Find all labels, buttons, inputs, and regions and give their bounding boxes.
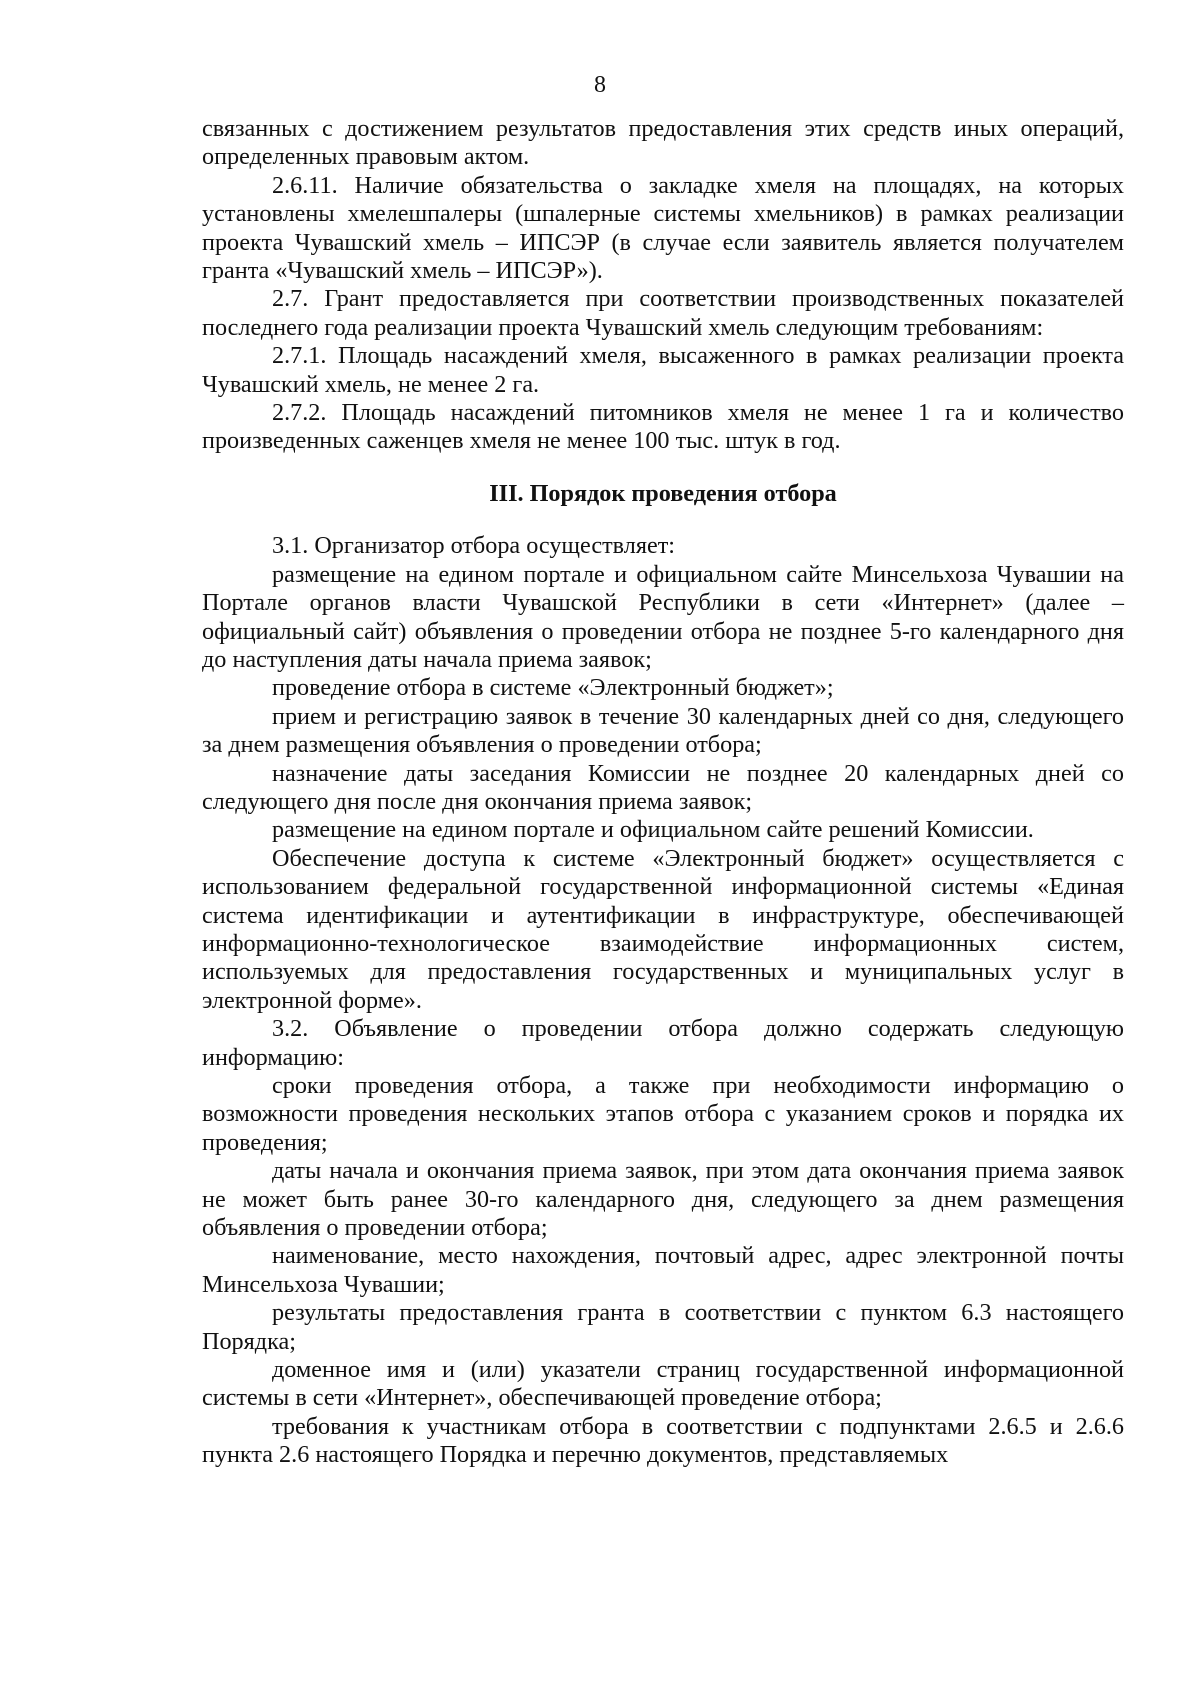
spacer <box>202 508 1124 532</box>
paragraph: 2.7. Грант предоставляется при соответствии производственных показателей последнего года реализации проекта Чувашский хмель следующим требованиям: <box>202 285 1124 341</box>
document-body <box>202 115 1124 1470</box>
paragraph: 2.6.11. Наличие обязательства о закладке хмеля на площадях, на которых установлены хмелешпалеры (шпалерные системы хмельников) в рамках реализации проекта Чувашский хмель – ИПСЭР (в случае если заявитель является получателем гранта «Чувашский хмель – ИПСЭР»). <box>202 171 1124 285</box>
paragraph: даты начала и окончания приема заявок, при этом дата окончания приема заявок не может быть ранее 30-го календарного дня, следующего за днем размещения объявления о проведении отбора; <box>202 1157 1124 1242</box>
paragraph: проведение отбора в системе «Электронный бюджет»; <box>272 674 834 702</box>
paragraph: результаты предоставления гранта в соответствии с пунктом 6.3 настоящего Порядка; <box>202 1299 1124 1355</box>
paragraph: наименование, место нахождения, почтовый адрес, адрес электронной почты Минсельхоза Чувашии; <box>202 1242 1124 1298</box>
page-number: 8 <box>594 72 606 98</box>
paragraph: размещение на едином портале и официальном сайте решений Комиссии. <box>272 816 1034 844</box>
paragraph: 2.7.1. Площадь насаждений хмеля, высаженного в рамках реализации проекта Чувашский хмель, не менее 2 га. <box>202 342 1124 398</box>
section-heading: III. Порядок проведения отбора <box>489 479 837 507</box>
paragraph: доменное имя и (или) указатели страниц государственной информационной системы в сети «Интернет», обеспечивающей проведение отбора; <box>202 1356 1124 1412</box>
spacer <box>202 456 1124 480</box>
paragraph: требования к участникам отбора в соответствии с подпунктами 2.6.5 и 2.6.6 пункта 2.6 настоящего Порядка и перечню документов, представляемых <box>202 1412 1124 1469</box>
paragraph: 3.2. Объявление о проведении отбора должно содержать следующую информацию: <box>202 1015 1124 1071</box>
paragraph: сроки проведения отбора, а также при необходимости информацию о возможности проведения нескольких этапов отбора с указанием сроков и порядка их проведения; <box>202 1072 1124 1156</box>
paragraph: 2.7.2. Площадь насаждений питомников хмеля не менее 1 га и количество произведенных саженцев хмеля не менее 100 тыс. штук в год. <box>202 399 1124 455</box>
paragraph: назначение даты заседания Комиссии не позднее 20 календарных дней со следующего дня после дня окончания приема заявок; <box>202 759 1124 815</box>
paragraph: размещение на едином портале и официальном сайте Минсельхоза Чувашии на Портале органов власти Чувашской Республики в сети «Интернет» (далее – официальный сайт) объявления о проведении отбора не позднее 5-го календарного дня до наступления даты начала приема заявок; <box>202 560 1124 673</box>
paragraph: Обеспечение доступа к системе «Электронный бюджет» осуществляется с использованием федеральной государственной информационной системы «Единая система идентификации и аутентификации в инфраструктуре, обеспечивающей информационно-технологическое взаимодействие информационных систем, используемых для предоставления государственных и муниципальных услуг в электронной форме». <box>202 844 1124 1014</box>
paragraph: прием и регистрацию заявок в течение 30 календарных дней со дня, следующего за днем размещения объявления о проведении отбора; <box>202 702 1124 759</box>
paragraph: связанных с достижением результатов предоставления этих средств иных операций, определенных правовым актом. <box>202 115 1124 171</box>
paragraph: 3.1. Организатор отбора осуществляет: <box>272 532 676 560</box>
